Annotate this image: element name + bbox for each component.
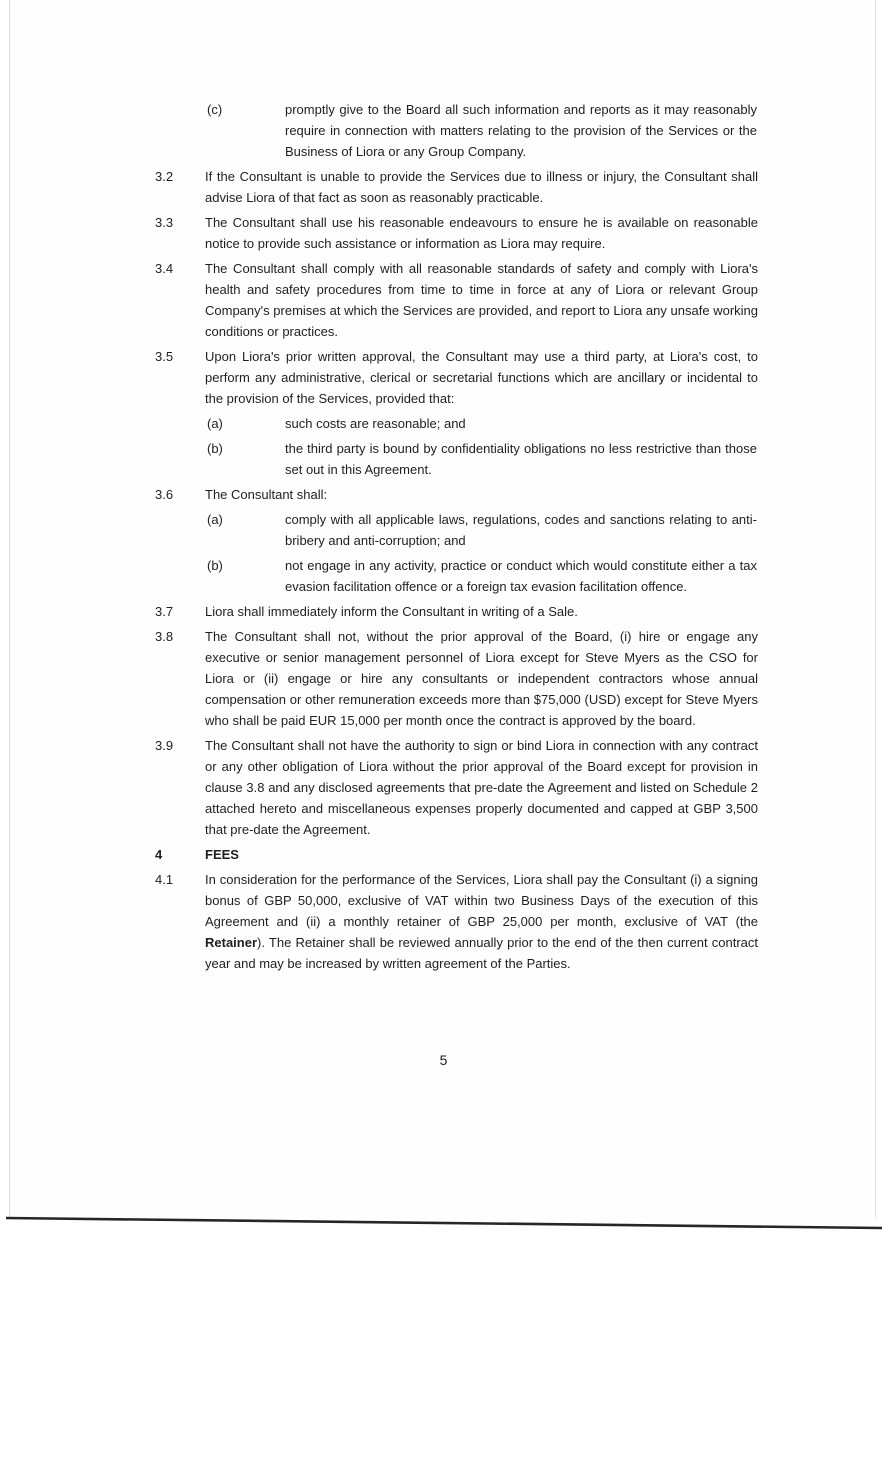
clause-number: 3.4 <box>155 261 174 276</box>
clause-text: The Consultant shall use his reasonable endeavours to ensure he is available on reasonable notice to provide such assistance or information as Liora may require. <box>205 215 758 251</box>
page-number: 5 <box>439 1052 448 1068</box>
subclause-c <box>207 99 877 162</box>
subclause-letter: (a) <box>207 512 223 527</box>
section-number: 4 <box>155 847 163 862</box>
clause-number: 3.7 <box>155 604 174 619</box>
subclause-3-6-a <box>207 509 877 551</box>
subclause-text: the third party is bound by confidentiality obligations no less restrictive than those set out in this Agreement. <box>285 441 757 477</box>
clause-number: 4.1 <box>155 872 174 887</box>
subclause-text: promptly give to the Board all such information and reports as it may reasonably require in connection with matters relating to the provision of the Services or the Business of Liora or any Group Company. <box>285 102 757 159</box>
clause-3-9 <box>155 735 877 840</box>
clause-text: Liora shall immediately inform the Consultant in writing of a Sale. <box>205 604 578 619</box>
clause-3-3 <box>155 212 877 254</box>
subclause-letter: (c) <box>207 102 223 117</box>
clause-number: 3.8 <box>155 629 174 644</box>
clause-number: 3.6 <box>155 487 174 502</box>
subclause-3-5-b <box>207 438 877 480</box>
subclause-letter: (b) <box>207 441 223 456</box>
clause-text <box>205 869 758 974</box>
document-content <box>10 99 877 978</box>
clause-3-6 <box>155 484 877 505</box>
section-heading-fees <box>155 844 877 865</box>
clause-3-8 <box>155 626 877 731</box>
clause-number: 3.2 <box>155 169 174 184</box>
clause-3-2 <box>155 166 877 208</box>
section-title: FEES <box>205 847 239 862</box>
clause-text: The Consultant shall not, without the prior approval of the Board, (i) hire or engage any executive or senior management personnel of Liora except for Steve Myers as the CSO for Liora or (ii) engage or hire any consultants or independent contractors whose annual compensation or other remuneration exceeds more than $75,000 (USD) except for Steve Myers who shall be paid EUR 15,000 per month once the contract is approved by the board. <box>205 629 758 728</box>
subclause-3-5-a <box>207 413 877 434</box>
defined-term-retainer: Retainer <box>205 935 258 950</box>
clause-text: The Consultant shall not have the authority to sign or bind Liora in connection with any contract or any other obligation of Liora without the prior approval of the Board except for provision in clause 3.8 and any disclosed agreements that pre-date the Agreement and listed on Schedule 2 attached hereto and miscellaneous expenses properly documented and capped at GBP 3,500 that pre-date the Agreement. <box>205 738 758 837</box>
clause-text-part: In consideration for the performance of the Services, Liora shall pay the Consultant (i) a signing bonus of GBP 50,000, exclusive of VAT within two Business Days of the execution of this Agreement and (ii) a monthly retainer of GBP 25,000 per month, exclusive of VAT (the <box>205 872 758 929</box>
subclause-letter: (a) <box>207 416 223 431</box>
subclause-text: not engage in any activity, practice or conduct which would constitute either a tax evasion facilitation offence or a foreign tax evasion facilitation offence. <box>285 558 757 594</box>
clause-text: Upon Liora's prior written approval, the Consultant may use a third party, at Liora's cost, to perform any administrative, clerical or secretarial functions which are ancillary or incidental to the provision of the Services, provided that: <box>205 349 758 406</box>
clause-text: The Consultant shall comply with all reasonable standards of safety and comply with Liora's health and safety procedures from time to time in force at any of Liora or relevant Group Company's premises at which the Services are provided, and report to Liora any unsafe working conditions or practices. <box>205 261 758 339</box>
clause-3-5 <box>155 346 877 409</box>
subclause-text: such costs are reasonable; and <box>285 416 466 431</box>
subclause-letter: (b) <box>207 558 223 573</box>
clause-text: If the Consultant is unable to provide the Services due to illness or injury, the Consultant shall advise Liora of that fact as soon as reasonably practicable. <box>205 169 758 205</box>
subclause-3-6-b <box>207 555 877 597</box>
clause-number: 3.5 <box>155 349 174 364</box>
clause-text-part: ). The Retainer shall be reviewed annually prior to the end of the then current contract year and may be increased by written agreement of the Parties. <box>205 935 758 971</box>
subclause-text: comply with all applicable laws, regulations, codes and sanctions relating to anti-bribery and anti-corruption; and <box>285 512 757 548</box>
clause-number: 3.3 <box>155 215 174 230</box>
clause-number: 3.9 <box>155 738 174 753</box>
clause-4-1 <box>155 869 877 974</box>
document-page <box>9 0 876 1219</box>
clause-text: The Consultant shall: <box>205 487 328 502</box>
clause-3-4 <box>155 258 877 342</box>
clause-3-7 <box>155 601 877 622</box>
